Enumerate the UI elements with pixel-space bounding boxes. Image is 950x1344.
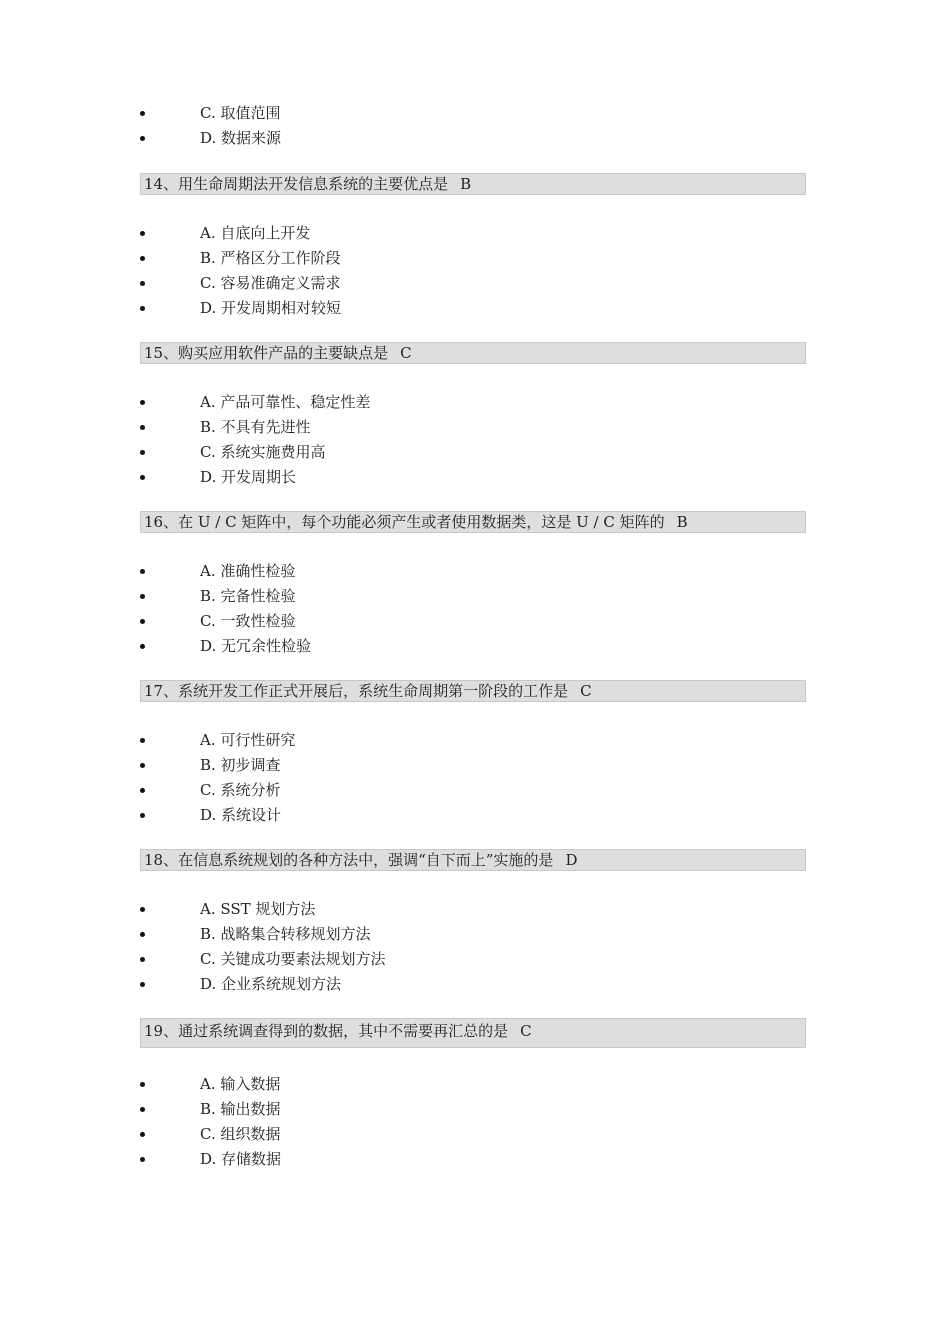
option-item (136, 897, 776, 922)
option-item (136, 584, 776, 609)
question-answer: D (565, 851, 578, 869)
question-answer: B (676, 513, 688, 531)
option-text: B. 完备性检验 (200, 587, 296, 605)
option-list-15 (136, 390, 776, 490)
option-text: D. 数据来源 (200, 129, 282, 147)
option-text: A. 可行性研究 (200, 731, 296, 749)
bullet-icon (140, 425, 145, 430)
bullet-icon (140, 1107, 145, 1112)
option-text: D. 开发周期相对较短 (200, 299, 342, 317)
bullet-icon (140, 306, 145, 311)
option-text: C. 系统分析 (200, 781, 281, 799)
bullet-icon (140, 763, 145, 768)
option-item (136, 465, 776, 490)
option-item (136, 1122, 776, 1147)
bullet-icon (140, 932, 145, 937)
option-list-19 (136, 1072, 776, 1172)
question-stem: 16、在 U / C 矩阵中，每个功能必须产生或者使用数据类，这是 U / C 矩阵的 (144, 513, 665, 531)
option-list-16 (136, 559, 776, 659)
bullet-icon (140, 1157, 145, 1162)
option-text: B. 战略集合转移规划方法 (200, 925, 371, 943)
bullet-icon (140, 1082, 145, 1087)
question-stem: 17、系统开发工作正式开展后，系统生命周期第一阶段的工作是 (144, 682, 569, 700)
option-item (136, 390, 776, 415)
option-item (136, 559, 776, 584)
bullet-icon (140, 907, 145, 912)
option-text: A. 产品可靠性、稳定性差 (200, 393, 371, 411)
option-text: A. 自底向上开发 (200, 224, 311, 242)
bullet-icon (140, 136, 145, 141)
question-header-18 (140, 849, 806, 871)
option-text: A. SST 规划方法 (200, 900, 316, 918)
option-item (136, 126, 776, 151)
bullet-icon (140, 475, 145, 480)
option-item (136, 728, 776, 753)
option-text: A. 准确性检验 (200, 562, 296, 580)
option-item (136, 803, 776, 828)
option-item (136, 296, 776, 321)
option-item (136, 1147, 776, 1172)
bullet-icon (140, 957, 145, 962)
option-item (136, 1097, 776, 1122)
option-item (136, 609, 776, 634)
bullet-icon (140, 111, 145, 116)
option-text: A. 输入数据 (200, 1075, 281, 1093)
option-text: B. 输出数据 (200, 1100, 281, 1118)
bullet-icon (140, 569, 145, 574)
bullet-icon (140, 256, 145, 261)
option-text: C. 组织数据 (200, 1125, 281, 1143)
option-item (136, 1072, 776, 1097)
option-text: C. 关键成功要素法规划方法 (200, 950, 386, 968)
option-list-17 (136, 728, 776, 828)
question-header-17 (140, 680, 806, 702)
option-text: C. 容易准确定义需求 (200, 274, 341, 292)
bullet-icon (140, 281, 145, 286)
bullet-icon (140, 813, 145, 818)
option-text: B. 不具有先进性 (200, 418, 311, 436)
option-item (136, 922, 776, 947)
option-item (136, 634, 776, 659)
question-stem: 18、在信息系统规划的各种方法中，强调“自下而上”实施的是 (144, 851, 554, 869)
option-text: B. 初步调查 (200, 756, 281, 774)
option-item (136, 271, 776, 296)
bullet-icon (140, 982, 145, 987)
bullet-icon (140, 231, 145, 236)
question-answer: C (580, 682, 592, 700)
option-text: D. 系统设计 (200, 806, 282, 824)
question-header-15 (140, 342, 806, 364)
option-text: B. 严格区分工作阶段 (200, 249, 341, 267)
bullet-icon (140, 1132, 145, 1137)
option-text: C. 系统实施费用高 (200, 443, 326, 461)
option-item (136, 972, 776, 997)
option-item (136, 246, 776, 271)
bullet-icon (140, 619, 145, 624)
question-stem: 19、通过系统调查得到的数据，其中不需要再汇总的是 (144, 1022, 509, 1040)
question-answer: C (400, 344, 412, 362)
option-item (136, 415, 776, 440)
option-list-18 (136, 897, 776, 997)
bullet-icon (140, 788, 145, 793)
bullet-icon (140, 738, 145, 743)
question-header-19 (140, 1018, 806, 1048)
option-text: D. 开发周期长 (200, 468, 297, 486)
option-list-14 (136, 221, 776, 321)
bullet-icon (140, 644, 145, 649)
question-answer: B (460, 175, 472, 193)
option-item (136, 221, 776, 246)
question-stem: 14、用生命周期法开发信息系统的主要优点是 (144, 175, 449, 193)
bullet-icon (140, 594, 145, 599)
option-item (136, 778, 776, 803)
question-stem: 15、购买应用软件产品的主要缺点是 (144, 344, 389, 362)
option-list-13 (136, 101, 776, 151)
option-text: D. 无冗余性检验 (200, 637, 312, 655)
option-text: C. 取值范围 (200, 104, 281, 122)
question-header-16 (140, 511, 806, 533)
bullet-icon (140, 450, 145, 455)
option-text: C. 一致性检验 (200, 612, 296, 630)
question-header-14 (140, 173, 806, 195)
question-answer: C (520, 1022, 532, 1040)
option-text: D. 企业系统规划方法 (200, 975, 342, 993)
option-item (136, 947, 776, 972)
option-text: D. 存储数据 (200, 1150, 282, 1168)
option-item (136, 101, 776, 126)
bullet-icon (140, 400, 145, 405)
option-item (136, 440, 776, 465)
option-item (136, 753, 776, 778)
